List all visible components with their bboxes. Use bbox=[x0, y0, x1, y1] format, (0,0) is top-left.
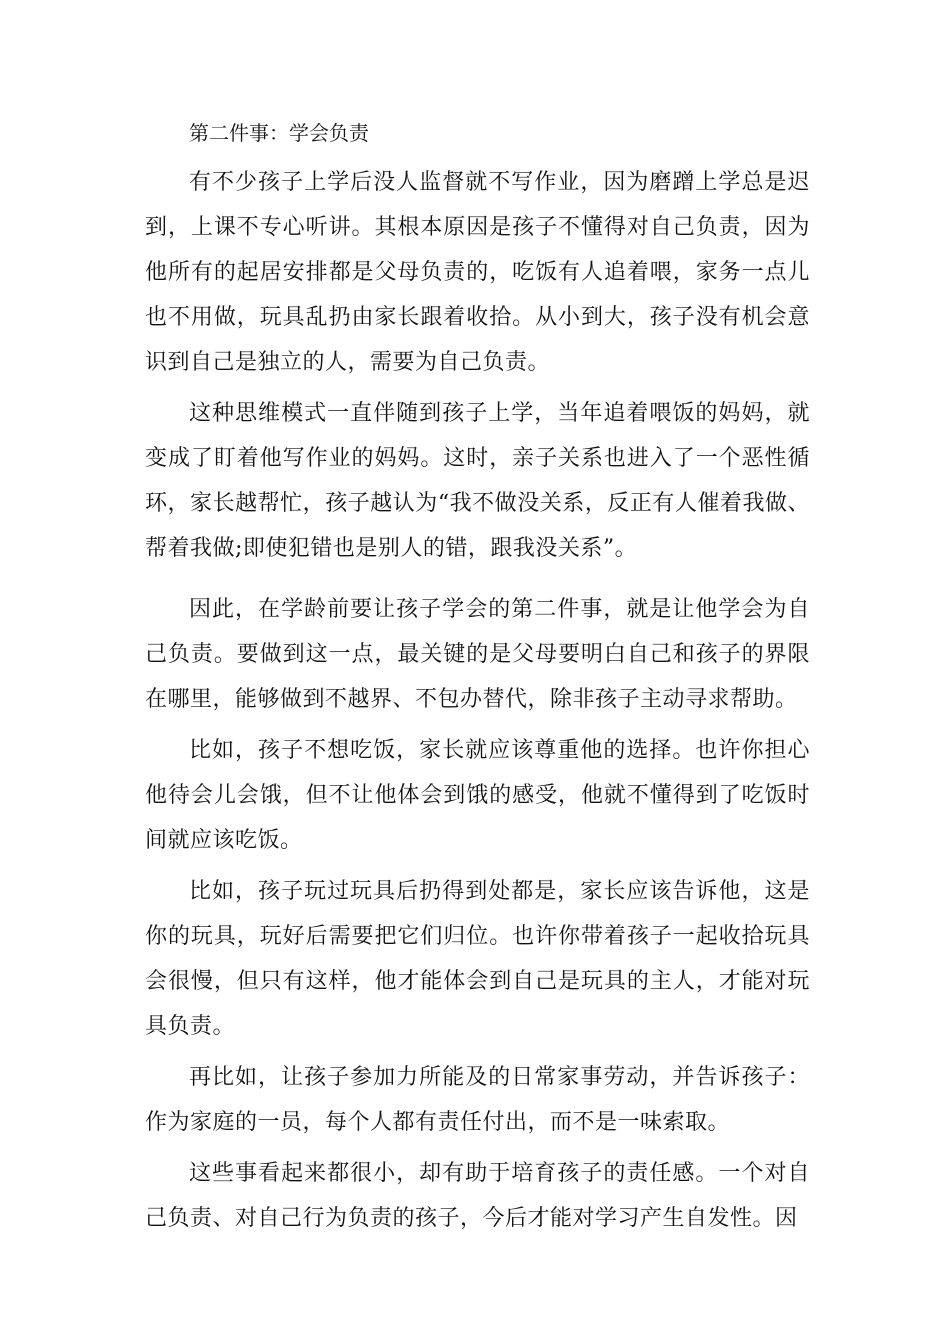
section-heading: 第二件事：学会负责 bbox=[189, 121, 369, 145]
paragraph-1: 有不少孩子上学后没人监督就不写作业，因为磨蹭上学总是迟到，上课不专心听讲。其根本原因是孩子不懂得对自己负责，因为他所有的起居安排都是父母负责的，吃饭有人追着喂，家务一点儿也不用做，玩具乱扔由家长跟着收拾。从小到大，孩子没有机会意识到自己是独立的人，需要为自己负责。 bbox=[145, 170, 810, 375]
paragraph-6: 再比如，让孩子参加力所能及的日常家事劳动，并告诉孩子：作为家庭的一员，每个人都有责任付出，而不是一味索取。 bbox=[145, 1065, 810, 1135]
paragraph-2: 这种思维模式一直伴随到孩子上学，当年追着喂饭的妈妈，就变成了盯着他写作业的妈妈。这时，亲子关系也进入了一个恶性循环，家长越帮忙，孩子越认为“我不做没关系，反正有人催着我做、帮着我做;即使犯错也是别人的错，跟我没关系”。 bbox=[145, 401, 810, 561]
paragraph-5: 比如，孩子玩过玩具后扔得到处都是，家长应该告诉他，这是你的玩具，玩好后需要把它们归位。也许你带着孩子一起收拾玩具会很慢，但只有这样，他才能体会到自己是玩具的主人，才能对玩具负责。 bbox=[145, 879, 810, 1039]
paragraph-3: 因此，在学龄前要让孩子学会的第二件事，就是让他学会为自己负责。要做到这一点，最关键的是父母要明白自己和孩子的界限在哪里，能够做到不越界、不包办替代，除非孩子主动寻求帮助。 bbox=[145, 597, 810, 712]
paragraph-7: 这些事看起来都很小，却有助于培育孩子的责任感。一个对自己负责、对自己行为负责的孩子，今后才能对学习产生自发性。因 bbox=[145, 1161, 810, 1231]
paragraph-4: 比如，孩子不想吃饭，家长就应该尊重他的选择。也许你担心他待会儿会饿，但不让他体会到饿的感受，他就不懂得到了吃饭时间就应该吃饭。 bbox=[145, 738, 810, 853]
